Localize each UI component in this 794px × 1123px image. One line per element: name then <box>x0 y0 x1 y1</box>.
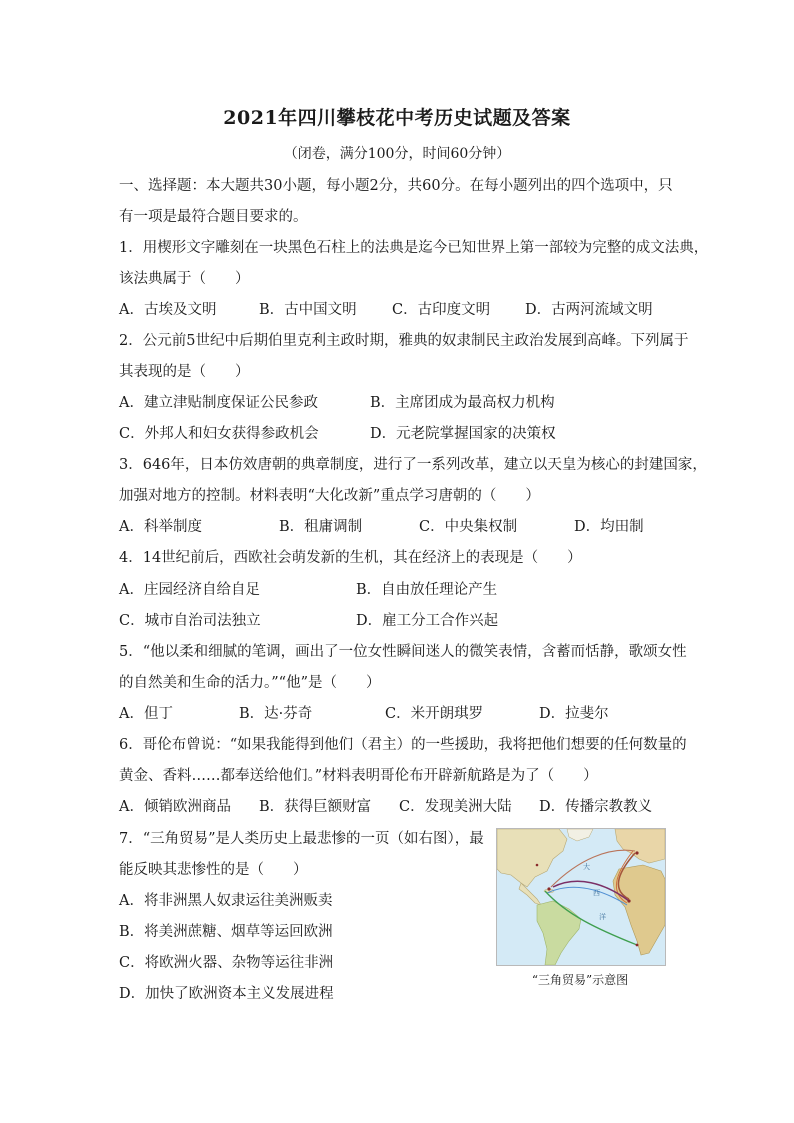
q4-stem-line-1: 4．14世纪前后，西欧社会萌发新的生机，其在经济上的表现是（ ） <box>119 550 582 566</box>
q1-option-b: B．古中国文明 <box>259 302 357 318</box>
q2-option-a: A．建立津贴制度保证公民参政 <box>119 395 318 411</box>
q3-stem-line-1: 3．646年，日本仿效唐朝的典章制度，进行了一系列改革，建立以天皇为核心的封建国家， <box>119 457 707 473</box>
q5-stem-line-1: 5．“他以柔和细腻的笔调，画出了一位女性瞬间迷人的微笑表情，含蓄而恬静，歌颂女性 <box>119 644 687 660</box>
q3-option-b: B．租庸调制 <box>279 519 363 535</box>
q3-option-c: C．中央集权制 <box>419 519 518 535</box>
q7-option-b: B．将美洲蔗糖、烟草等运回欧洲 <box>119 924 333 940</box>
q1-option-c: C．古印度文明 <box>392 302 491 318</box>
q5-option-a: A．但丁 <box>119 706 173 722</box>
section-instructions-line-2: 有一项是最符合题目要求的。 <box>119 209 308 225</box>
triangle-trade-map <box>496 828 666 966</box>
figure-caption: “三角贸易”示意图 <box>531 973 629 987</box>
q5-option-c: C．米开朗琪罗 <box>385 706 484 722</box>
q1-stem-line-1: 1．用楔形文字雕刻在一块黑色石柱上的法典是迄今已知世界上第一部较为完整的成文法典， <box>119 240 709 256</box>
q5-option-b: B．达·芬奇 <box>239 706 313 722</box>
q5-option-d: D．拉斐尔 <box>539 706 609 722</box>
q7-option-d: D．加快了欧洲资本主义发展进程 <box>119 986 334 1002</box>
q4-option-c: C．城市自治司法独立 <box>119 613 261 629</box>
svg-text:大: 大 <box>583 863 590 871</box>
q2-stem-line-2: 其表现的是（ ） <box>119 364 250 380</box>
q2-option-c: C．外邦人和妇女获得参政机会 <box>119 426 319 442</box>
exam-info: （闭卷，满分100分，时间60分钟） <box>283 146 511 162</box>
q2-option-d: D．元老院掌握国家的决策权 <box>370 426 556 442</box>
triangle-trade-map-graphic <box>497 829 665 965</box>
q4-option-d: D．雇工分工合作兴起 <box>356 613 499 629</box>
section-instructions-line-1: 一、选择题：本大题共30小题，每小题2分，共60分。在每小题列出的四个选项中，只 <box>119 178 673 194</box>
q5-stem-line-2: 的自然美和生命的活力。”“他”是（ ） <box>119 675 381 691</box>
q6-stem-line-2: 黄金、香料……都奉送给他们。”材料表明哥伦布开辟新航路是为了（ ） <box>119 768 598 784</box>
q4-option-b: B．自由放任理论产生 <box>356 582 498 598</box>
q3-option-a: A．科举制度 <box>119 519 202 535</box>
q7-option-a: A．将非洲黑人奴隶运往美洲贩卖 <box>119 893 333 909</box>
q6-option-b: B．获得巨额财富 <box>259 799 372 815</box>
q6-option-c: C．发现美洲大陆 <box>399 799 512 815</box>
q7-option-c: C．将欧洲火器、杂物等运往非洲 <box>119 955 334 971</box>
q1-option-a: A．古埃及文明 <box>119 302 217 318</box>
q1-stem-line-2: 该法典属于（ ） <box>119 271 250 287</box>
q1-option-d: D．古两河流域文明 <box>525 302 653 318</box>
svg-text:西: 西 <box>593 889 600 897</box>
q4-option-a: A．庄园经济自给自足 <box>119 582 260 598</box>
page-title: 2021年四川攀枝花中考历史试题及答案 <box>223 107 571 129</box>
q6-option-d: D．传播宗教教义 <box>539 799 653 815</box>
q3-option-d: D．均田制 <box>574 519 644 535</box>
q3-stem-line-2: 加强对地方的控制。材料表明“大化改新”重点学习唐朝的（ ） <box>119 488 540 504</box>
q6-option-a: A．倾销欧洲商品 <box>119 799 231 815</box>
q7-stem-line-1: 7．“三角贸易”是人类历史上最悲惨的一页（如右图），最 <box>119 831 484 847</box>
q7-stem-line-2: 能反映其悲惨性的是（ ） <box>119 862 308 878</box>
svg-text:洋: 洋 <box>599 913 606 921</box>
q2-stem-line-1: 2．公元前5世纪中后期伯里克利主政时期，雅典的奴隶制民主政治发展到高峰。下列属于 <box>119 333 689 349</box>
q6-stem-line-1: 6．哥伦布曾说：“如果我能得到他们（君主）的一些援助，我将把他们想要的任何数量的 <box>119 737 687 753</box>
q2-option-b: B．主席团成为最高权力机构 <box>370 395 555 411</box>
